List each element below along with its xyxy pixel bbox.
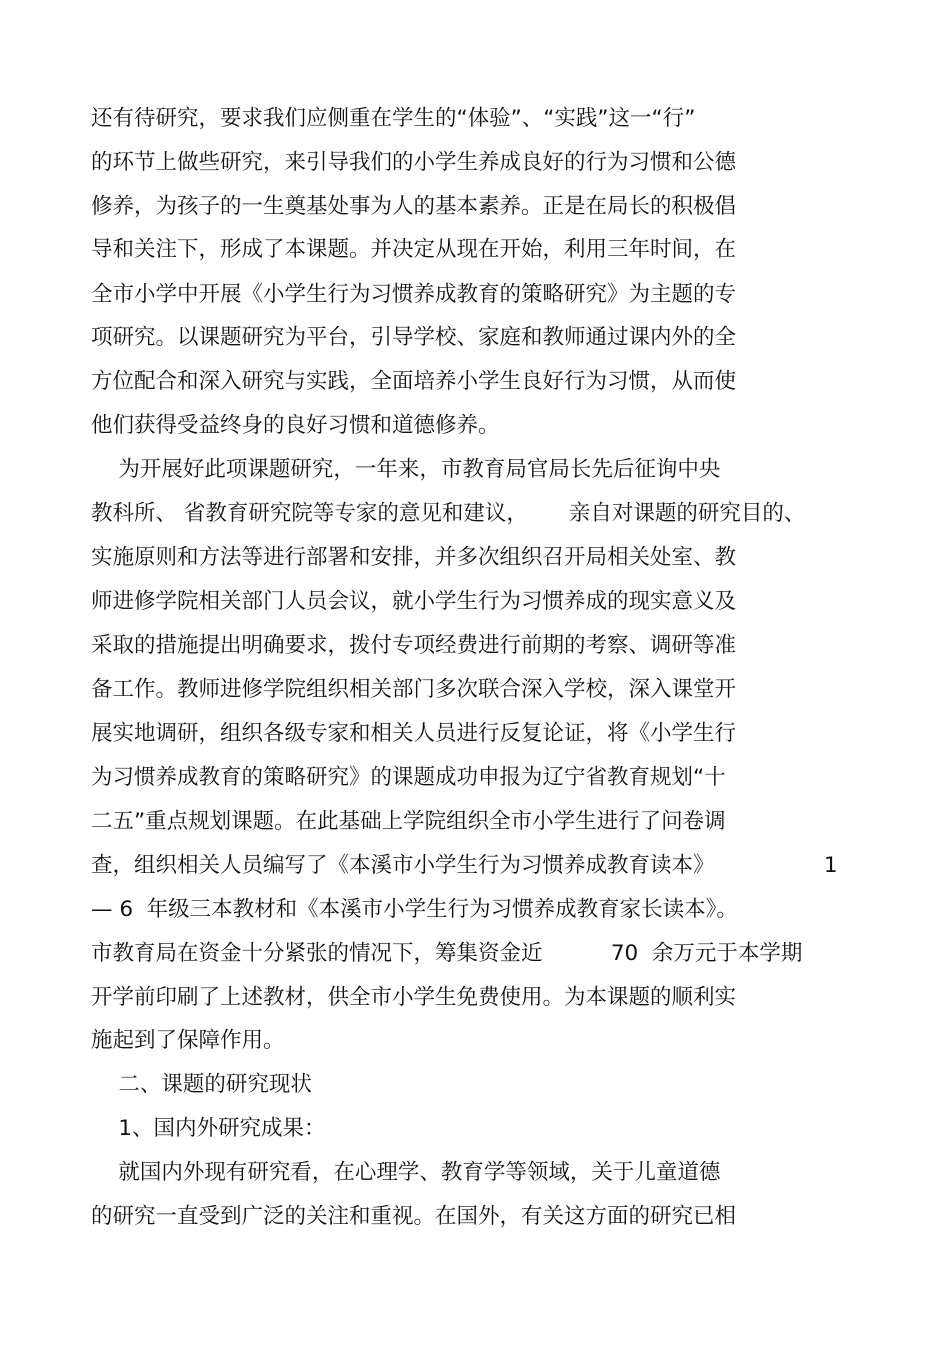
text-line: 的研究一直受到广泛的关注和重视。在国外，有关这方面的研究已相 bbox=[91, 1204, 737, 1229]
paragraph-first-line: 就国内外现有研究看，在心理学、教育学等领域，关于儿童道德 bbox=[91, 1160, 721, 1185]
text-line: 查，组织相关人员编写了《本溪市小学生行为习惯养成教育读本》 1 bbox=[91, 853, 838, 878]
text-line: 开学前印刷了上述教材，供全市小学生免费使用。为本课题的顺利实 bbox=[91, 985, 737, 1010]
text-line: 全市小学中开展《小学生行为习惯养成教育的策略研究》为主题的专 bbox=[91, 282, 737, 307]
text-line: 展实地调研，组织各级专家和相关人员进行反复论证，将《小学生行 bbox=[91, 721, 737, 746]
text-line: 修养，为孩子的一生奠基处事为人的基本素养。正是在局长的积极倡 bbox=[91, 194, 737, 219]
text-line: 实施原则和方法等进行部署和安排，并多次组织召开局相关处室、教 bbox=[91, 545, 737, 570]
text-line: 导和关注下，形成了本课题。并决定从现在开始，利用三年时间，在 bbox=[91, 237, 737, 262]
text-line: 方位配合和深入研究与实践，全面培养小学生良好行为习惯，从而使 bbox=[91, 369, 737, 394]
text-line: 师进修学院相关部门人员会议，就小学生行为习惯养成的现实意义及 bbox=[91, 589, 737, 614]
section-heading: 二、课题的研究现状 bbox=[91, 1072, 312, 1097]
text-line: 他们获得受益终身的良好习惯和道德修养。 bbox=[91, 413, 500, 438]
text-line: 为习惯养成教育的策略研究》的课题成功申报为辽宁省教育规划“十 bbox=[91, 765, 726, 790]
text-line: 项研究。以课题研究为平台，引导学校、家庭和教师通过课内外的全 bbox=[91, 325, 737, 350]
text-line: 的环节上做些研究，来引导我们的小学生养成良好的行为习惯和公德 bbox=[91, 150, 737, 175]
subsection-heading: 1、国内外研究成果： bbox=[91, 1116, 326, 1141]
text-line: 市教育局在资金十分紧张的情况下，筹集资金近 70 余万元于本学期 bbox=[91, 941, 803, 966]
text-line: 施起到了保障作用。 bbox=[91, 1028, 285, 1053]
text-line: 还有待研究，要求我们应侧重在学生的“体验”、“实践”这一“行” bbox=[91, 106, 696, 131]
text-line: 二五”重点规划课题。在此基础上学院组织全市小学生进行了问卷调 bbox=[91, 809, 726, 834]
text-line: — 6 年级三本教材和《本溪市小学生行为习惯养成教育家长读本》。 bbox=[91, 897, 738, 922]
text-line: 教科所、 省教育研究院等专家的意见和建议， 亲自对课题的研究目的、 bbox=[91, 501, 806, 526]
paragraph-first-line: 为开展好此项课题研究，一年来，市教育局官局长先后征询中央 bbox=[91, 457, 721, 482]
text-line: 备工作。教师进修学院组织相关部门多次联合深入学校，深入课堂开 bbox=[91, 677, 737, 702]
text-line: 采取的措施提出明确要求，拨付专项经费进行前期的考察、调研等准 bbox=[91, 633, 737, 658]
